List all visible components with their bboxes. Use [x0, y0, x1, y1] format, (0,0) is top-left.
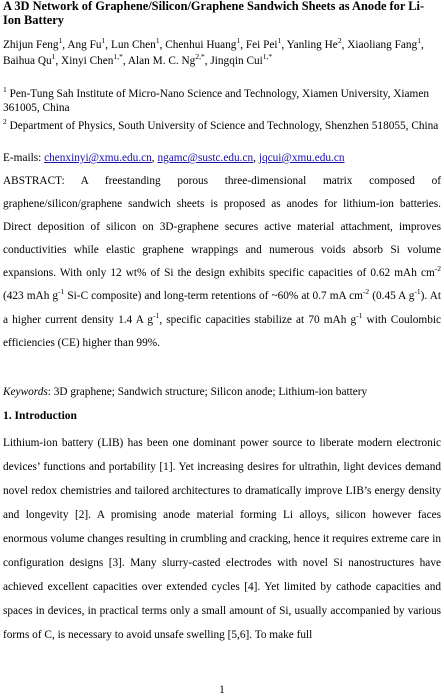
abstract: ABSTRACT: A freestanding porous three-dimensional matrix composed of graphene/silicon/graphene sandwich sheets is proposed as anodes for lithium-ion batteries. Direct deposition of silicon on 3D-graphene secures active material attachment, improves conductivities while elastic graphene wrappings and numerous voids absorb Si volume expansions. With only 12 wt% of Si the design exhibits specific capacities of 0.62 mAh $cm^{-2}$ (423 mAh $g^{-1}$ Si-C composite) and long-term retentions of ~60% at 0.7 mA $cm^{-2}$ (0.45 A $g^{-1}$). At a higher current density 1.4 A $g^{-1}$, specific capacities stabilize at 70 mAh $g^{-1}$ with Coulombic efficiencies (CE) higher than 99%. — [3, 175, 441, 349]
author: Alan M. C. $Ng^{2,*}$ — [127, 51, 205, 67]
author: Chenhui Huang$^1$ — [165, 36, 241, 51]
author: Lun Chen$^1$ — [110, 36, 160, 51]
email-line: E-mails: chenxinyi@xmu.edu.cn, ngamc@sustc.edu.cn, jqcui@xmu.edu.cn — [3, 152, 345, 164]
affiliation-1: $^1$ Pen-Tung Sah Institute of Micro-Nano Science and Technology, Xiamen University, Xiamen 361005, China — [3, 85, 429, 114]
author: Fei Pei$^1$ — [245, 36, 282, 51]
email-link[interactable]: chenxinyi@xmu.edu.cn — [44, 152, 152, 164]
paper-title: A 3D Network of Graphene/Silicon/Graphene Sandwich Sheets as Anode for Li-Ion Battery — [3, 0, 425, 27]
author: Jingqin Cui$^{1,*}$ — [210, 51, 273, 67]
keywords: Keywords: 3D graphene; Sandwich structure; Silicon anode; Lithium-ion battery — [3, 386, 368, 398]
emails-label: E-mails: — [3, 152, 42, 164]
author: Zhijun Feng$^1$ — [3, 36, 63, 51]
author: Baihua Qu$^1$ — [3, 51, 56, 67]
author: Ang Fu$^1$ — [67, 36, 106, 51]
page-number: 1 — [219, 684, 225, 696]
keywords-label: Keywords — [3, 386, 48, 398]
introduction-paragraph: Lithium-ion battery (LIB) has been one dominant power source to liberate modern electronic devices’ functions and portability [1]. Yet increasing desires for ultrathin, light devices demand novel redox chemistries and tailored architectures to dramatically improve LIB’s energy density and longevity [2]. A promising anode material forming Li alloys, silicon however faces enormous volume changes resulting in crumbling and cracking, hence it requires extreme care in configuration designs [3]. Many slurry-casted electrodes with novel Si nanostructures have achieved excellent capacities over extended cycles [4]. Yet limited by cathode capacities and spaces in devices, in practical terms only a small amount of Si, usually accompanied by various forms of C, is necessary to avoid unsafe swelling [5,6]. To make full — [3, 437, 441, 641]
author: Yanling He$^2$ — [286, 36, 342, 51]
author: Xinyi Chen$^{1,*}$ — [61, 51, 123, 67]
author-list: Zhijun Feng$^1$, Ang Fu$^1$, Lun Chen$^1$, Chenhui Huang$^1$, Fei Pei$^1$, Yanling He$^2$, Xiaoliang Fang$^1$, Baihua Qu$^1$, Xinyi Chen$^{1,*}$, Alan M. C. $Ng^{2,*}$, Jingqin Cui$^{1,*}$ — [3, 36, 424, 67]
section-heading-introduction: 1. Introduction — [3, 410, 77, 422]
abstract-label: ABSTRACT: — [3, 175, 65, 187]
email-link[interactable]: ngamc@sustc.edu.cn — [157, 152, 254, 164]
email-link[interactable]: jqcui@xmu.edu.cn — [258, 152, 345, 164]
author: Xiaoliang Fang$^1$ — [347, 36, 421, 51]
affiliation-2: $^2$ Department of Physics, South University of Science and Technology, Shenzhen 518055, China — [3, 117, 439, 132]
